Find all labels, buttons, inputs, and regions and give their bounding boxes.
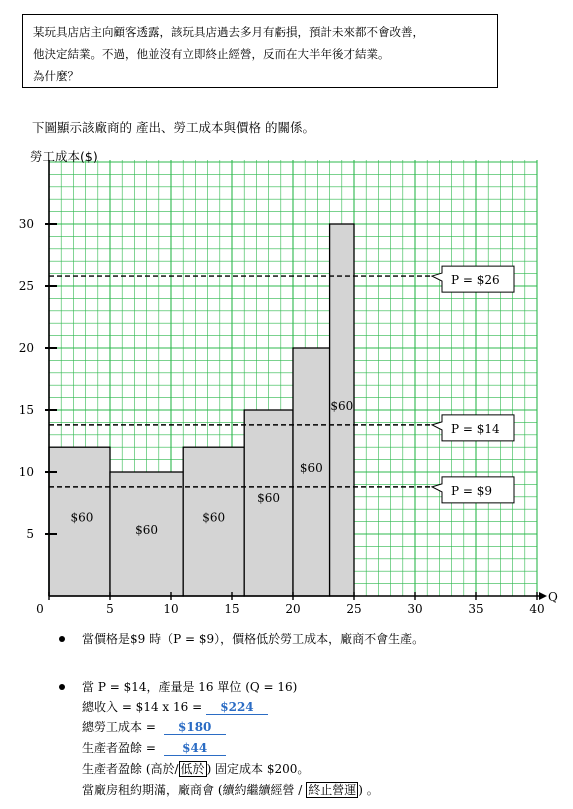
lease-choice: 終止營運 (308, 783, 357, 797)
bar-label: $60 (202, 510, 226, 525)
y-tick-label: 20 (18, 341, 34, 355)
chart-intro: 下圖顯示該廠商的 產出、勞工成本與價格 的關係。 (32, 120, 315, 135)
price-label: P = $26 (451, 273, 500, 288)
x-tick-label: 10 (163, 602, 179, 616)
bar-label: $60 (257, 490, 281, 505)
bullet-marker (59, 684, 65, 690)
bullet1-text: 當價格是$9 時（P = $9），價格低於勞工成本，廠商不會生產。 (82, 632, 425, 646)
x-tick-label: 30 (407, 602, 423, 616)
surplus-label: 生產者盈餘 = (82, 741, 156, 755)
price-label: P = $14 (451, 421, 500, 436)
question-line-1: 某玩具店店主向顧客透露，該玩具店過去多月有虧損，預計未來都不會改善， (33, 25, 424, 39)
revenue-value: $224 (206, 700, 268, 715)
y-tick-label: 25 (18, 279, 34, 293)
compare-suffix: ) 固定成本 $200。 (206, 762, 310, 776)
x-tick-label: 0 (36, 602, 44, 616)
compare-choice: 低於 (180, 762, 205, 776)
x-tick-label: 40 (529, 602, 545, 616)
x-axis-label: Q (548, 590, 558, 604)
revenue-label: 總收入 = $14 x 16 = (82, 700, 203, 714)
bullet-marker (59, 636, 65, 642)
y-tick-label: 15 (18, 403, 34, 417)
labor-cost-chart (0, 145, 573, 620)
bar-label: $60 (299, 461, 323, 475)
bullet2-line1: 當 P = $14，產量是 16 單位 (Q = 16) (82, 680, 298, 694)
x-tick-label: 35 (468, 602, 484, 616)
x-tick-label: 5 (106, 602, 114, 616)
labor-row (82, 718, 226, 735)
compare-prefix: 生產者盈餘 (高於/ (82, 762, 179, 776)
compare-row (82, 760, 309, 777)
surplus-value: $44 (164, 741, 226, 756)
price-label: P = $9 (451, 483, 493, 498)
lease-prefix: 當廠房租約期滿，廠商會 (續約繼續經營 / (82, 783, 303, 797)
y-tick-label: 10 (18, 465, 34, 479)
x-tick-label: 20 (285, 602, 301, 616)
revenue-row (82, 698, 268, 715)
bar-label: $60 (135, 523, 159, 537)
y-tick-label: 30 (18, 217, 34, 231)
bar-label: $60 (330, 399, 354, 413)
bar-label: $60 (70, 510, 94, 525)
question-line-3: 為什麼？ (33, 69, 79, 83)
y-axis-label: 勞工成本($) (30, 149, 98, 164)
x-tick-label: 25 (346, 602, 362, 616)
y-tick-label: 5 (26, 527, 34, 541)
question-line-2: 他決定結業。不過，他並沒有立即終止經營，反而在大半年後才結業。 (33, 47, 390, 61)
lease-row (82, 781, 379, 798)
surplus-row (82, 739, 226, 756)
lease-suffix: ) 。 (358, 783, 379, 797)
x-axis-arrow (539, 592, 547, 600)
question-box (22, 14, 498, 88)
x-tick-label: 15 (224, 602, 240, 616)
labor-value: $180 (164, 720, 226, 735)
labor-label: 總勞工成本 = (82, 720, 156, 734)
